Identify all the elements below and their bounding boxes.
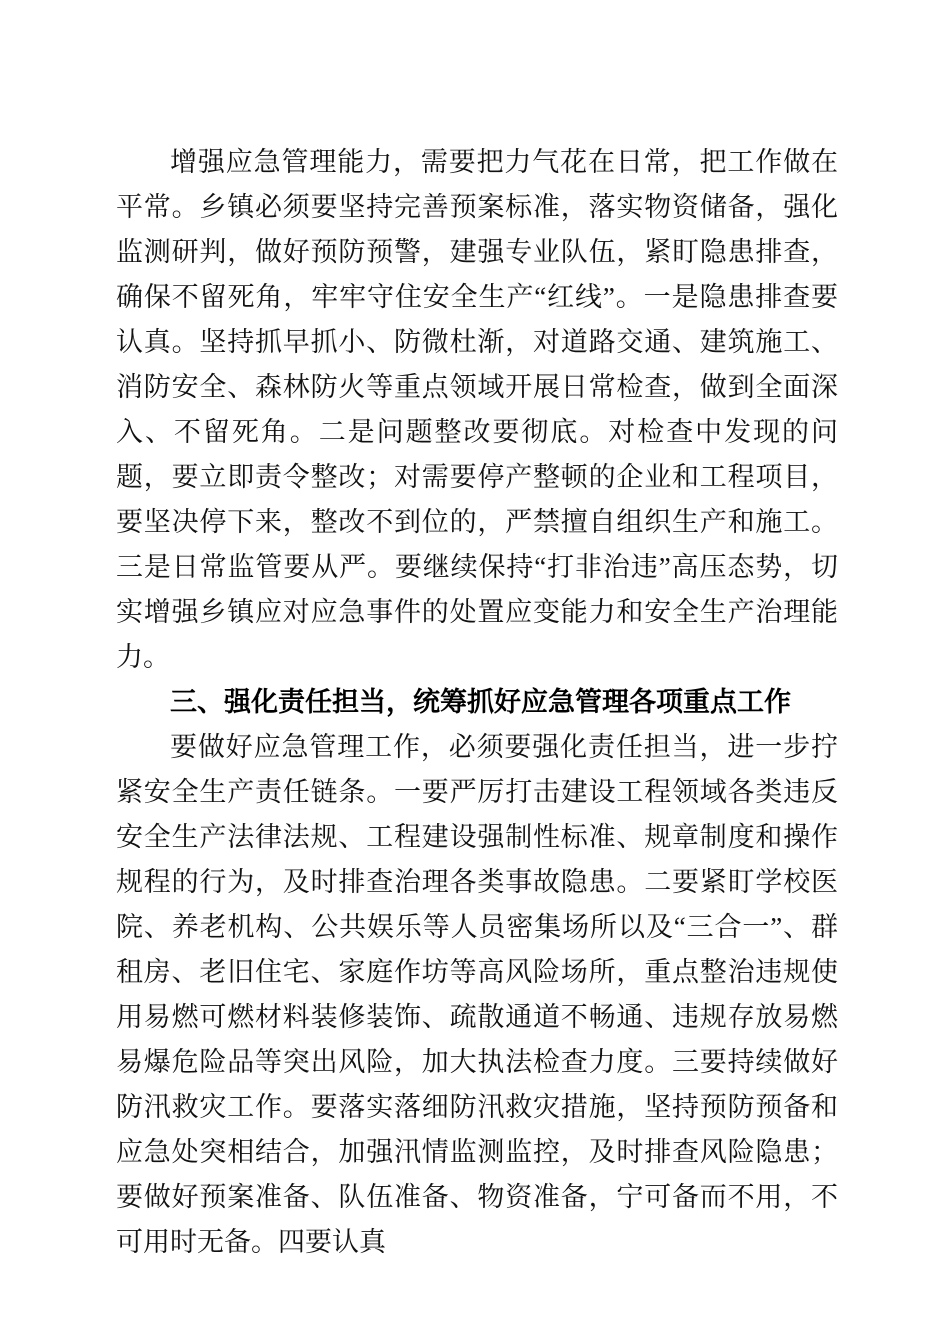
paragraph-responsibility: 要做好应急管理工作，必须要强化责任担当，进一步拧紧安全生产责任链条。一要严厉打击建设工程领域各类违反安全生产法律法规、工程建设强制性标准、规章制度和操作规程的行为，及时排查治理各类事故隐患。二要紧盯学校医院、养老机构、公共娱乐等人员密集场所以及“三合一”、群租房、老旧住宅、家庭作坊等高风险场所，重点整治违规使用易燃可燃材料装修装饰、疏散通道不畅通、违规存放易燃易爆危险品等突出风险，加大执法检查力度。三要持续做好防汛救灾工作。要落实落细防汛救灾措施，坚持预防预备和应急处突相结合，加强汛情监测监控，及时排查风险隐患；要做好预案准备、队伍准备、物资准备，宁可备而不用，不可用时无备。四要认真 [116, 732, 838, 1257]
section-heading-three: 三、强化责任担当，统筹抓好应急管理各项重点工作 [170, 687, 791, 717]
paragraph-emergency-capability: 增强应急管理能力，需要把力气花在日常，把工作做在平常。乡镇必须要坚持完善预案标准，落实物资储备，强化监测研判，做好预防预警，建强专业队伍，紧盯隐患排查，确保不留死角，牢牢守住安全生产“红线”。一是隐患排查要认真。坚持抓早抓小、防微杜渐，对道路交通、建筑施工、消防安全、森林防火等重点领域开展日常检查，做到全面深入、不留死角。二是问题整改要彻底。对检查中发现的问题，要立即责令整改；对需要停产整顿的企业和工程项目，要坚决停下来，整改不到位的，严禁擅自组织生产和施工。三是日常监管要从严。要继续保持“打非治违”高压态势，切实增强乡镇应对应急事件的处置应变能力和安全生产治理能力。 [116, 147, 838, 672]
